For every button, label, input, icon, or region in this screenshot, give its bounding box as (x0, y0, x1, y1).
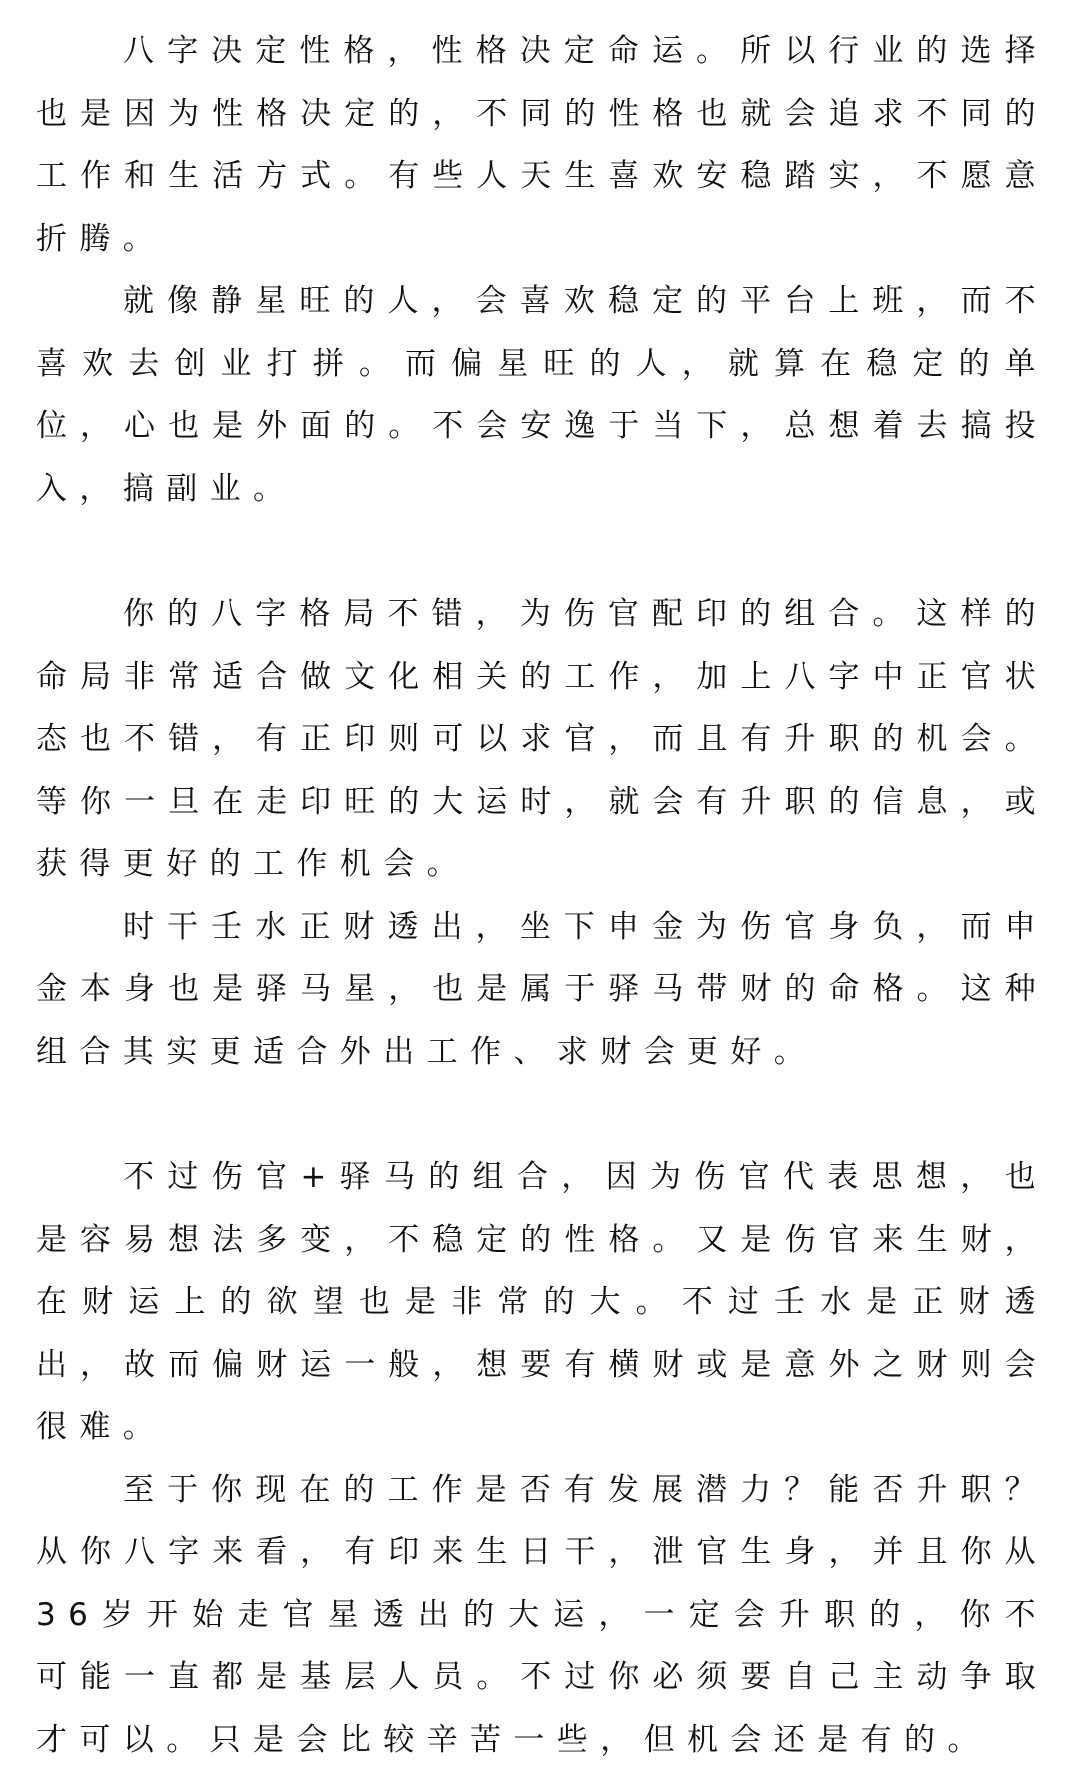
paragraph-4: 时干壬水正财透出，坐下申金为伤官身负，而申金本身也是驿马星，也是属于驿马带财的命格。这种组合其实更适合外出工作、求财会更好。 (36, 896, 1048, 1084)
paragraph-3: 你的八字格局不错，为伤官配印的组合。这样的命局非常适合做文化相关的工作，加上八字中正官状态也不错，有正印则可以求官，而且有升职的机会。等你一旦在走印旺的大运时，就会有升职的信息，或获得更好的工作机会。 (36, 583, 1048, 896)
paragraph-gap (36, 520, 1048, 583)
paragraph-2: 就像静星旺的人，会喜欢稳定的平台上班，而不喜欢去创业打拼。而偏星旺的人，就算在稳定的单位，心也是外面的。不会安逸于当下，总想着去搞投入，搞副业。 (36, 270, 1048, 520)
paragraph-5: 不过伤官+驿马的组合，因为伤官代表思想，也是容易想法多变，不稳定的性格。又是伤官来生财，在财运上的欲望也是非常的大。不过壬水是正财透出，故而偏财运一般，想要有横财或是意外之财则会很难。 (36, 1146, 1048, 1459)
paragraph-6: 至于你现在的工作是否有发展潜力？能否升职？从你八字来看，有印来生日干，泄官生身，并且你从36岁开始走官星透出的大运，一定会升职的，你不可能一直都是基层人员。不过你必须要自己主动争取才可以。只是会比较辛苦一些，但机会还是有的。 (36, 1459, 1048, 1771)
paragraph-1: 八字决定性格，性格决定命运。所以行业的选择也是因为性格决定的，不同的性格也就会追求不同的工作和生活方式。有些人天生喜欢安稳踏实，不愿意折腾。 (36, 20, 1048, 270)
article-body (36, 20, 1048, 1771)
paragraph-gap (36, 1083, 1048, 1146)
